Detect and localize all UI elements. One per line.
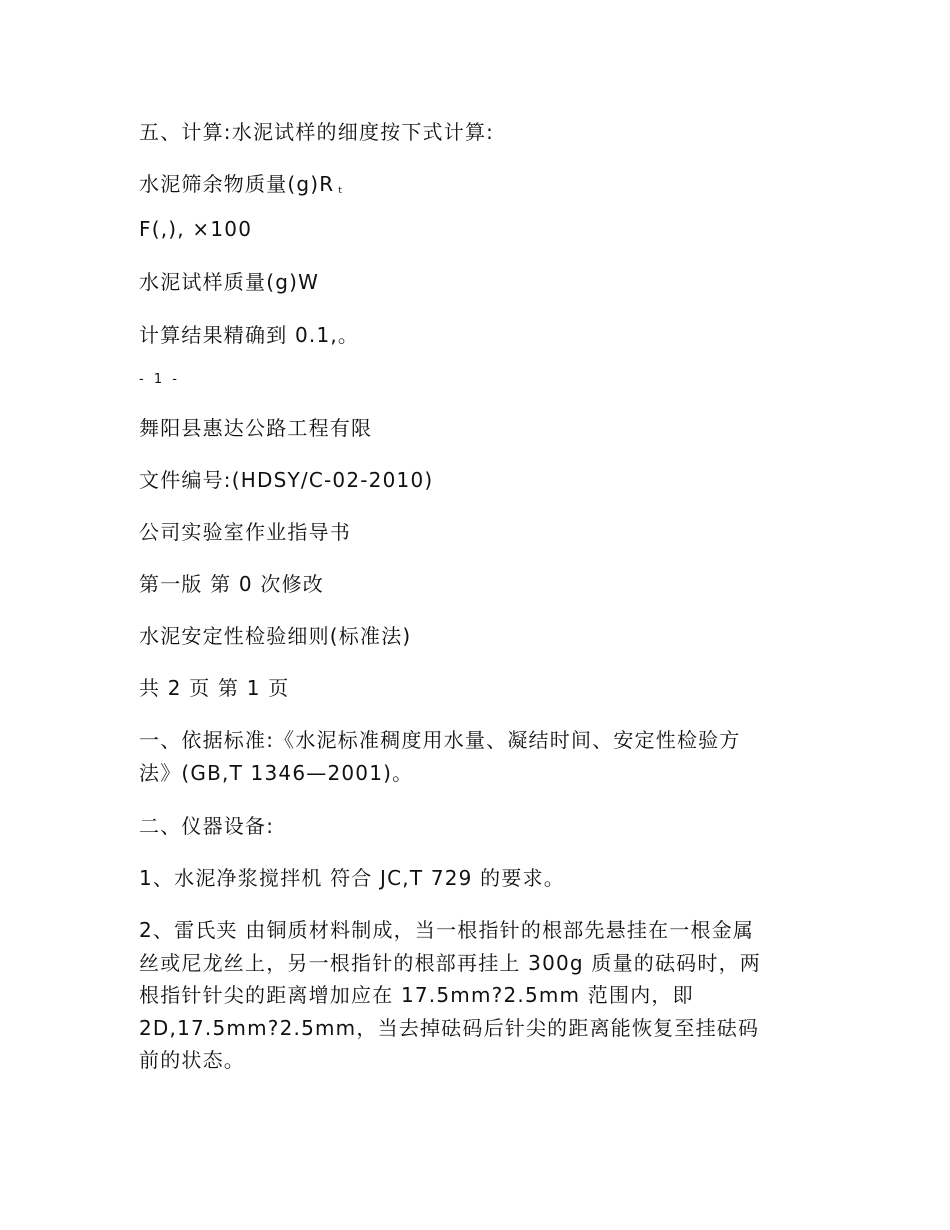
page-count: 共 2 页 第 1 页 xyxy=(139,676,290,700)
standard-line: 法》(GB,T 1346—2001)。 xyxy=(139,760,414,785)
standard-line: 一、依据标准:《水泥标准稠度用水量、凝结时间、安定性检验方 xyxy=(139,728,741,752)
precision-line: 计算结果精确到 0.1,。 xyxy=(139,323,360,347)
standard-paragraph xyxy=(139,724,804,789)
item2-line: 2、雷氏夹 由铜质材料制成，当一根指针的根部先悬挂在一根金属 xyxy=(139,918,755,942)
item2-line: 前的状态。 xyxy=(139,1048,245,1072)
formula-line: F(,), ×100 xyxy=(139,217,253,241)
sieve-residue-text: 水泥筛余物质量(g)R xyxy=(139,172,335,196)
equipment-item-2 xyxy=(139,914,804,1077)
company-name: 舞阳县惠达公路工程有限 xyxy=(139,416,373,440)
equipment-heading: 二、仪器设备: xyxy=(139,814,275,838)
edition-line: 第一版 第 0 次修改 xyxy=(139,572,324,596)
sample-mass-line: 水泥试样质量(g)W xyxy=(139,270,320,294)
item2-line: 2D,17.5mm?2.5mm，当去掉砝码后针尖的距离能恢复至挂砝码 xyxy=(139,1015,760,1040)
sieve-residue-line xyxy=(139,168,343,207)
document-title: 水泥安定性检验细则(标准法) xyxy=(139,624,412,648)
guide-title: 公司实验室作业指导书 xyxy=(139,520,351,544)
file-number: 文件编号:(HDSY/C-02-2010) xyxy=(139,468,434,492)
item2-line: 根指针针尖的距离增加应在 17.5mm?2.5mm 范围内，即 xyxy=(139,983,694,1007)
page-number: - 1 - xyxy=(139,372,180,387)
equipment-item-1: 1、水泥净浆搅拌机 符合 JC,T 729 的要求。 xyxy=(139,866,565,890)
calc-heading: 五、计算:水泥试样的细度按下式计算: xyxy=(139,120,495,144)
item2-line: 丝或尼龙丝上，另一根指针的根部再挂上 300g 质量的砝码时，两 xyxy=(139,950,761,975)
sieve-residue-subscript: t xyxy=(338,186,344,196)
